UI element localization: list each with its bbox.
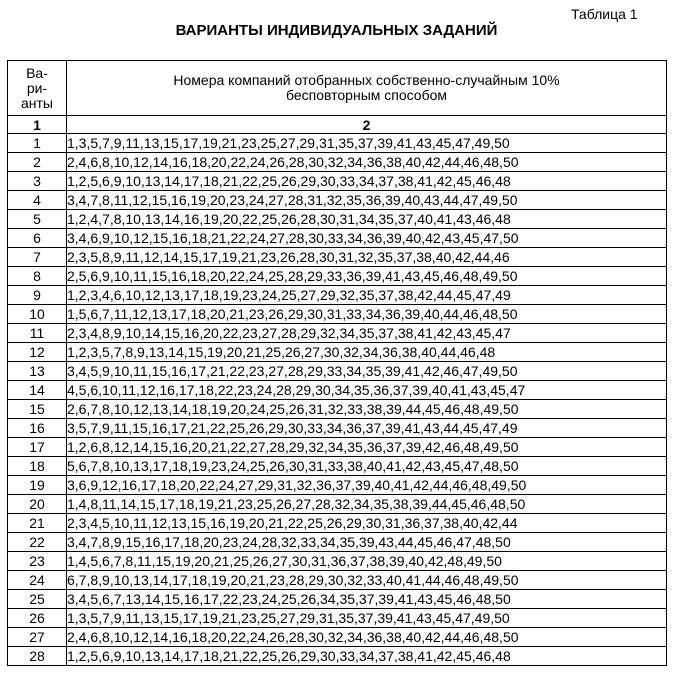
company-numbers-cell: 3,4,5,9,10,11,15,16,17,21,22,23,27,28,29,33,34,35,39,41,42,46,47,49,50 <box>67 362 667 381</box>
table-row <box>8 191 667 210</box>
column-number-cell: 2 <box>67 116 667 134</box>
company-numbers-cell: 5,6,7,8,10,13,17,18,19,23,24,25,26,30,31,33,38,40,41,42,43,45,47,48,50 <box>67 457 667 476</box>
company-numbers-cell: 1,2,4,7,8,10,13,14,16,19,20,22,25,26,28,30,31,34,35,37,40,41,43,46,48 <box>67 210 667 229</box>
table-row <box>8 457 667 476</box>
variant-number-cell: 28 <box>8 647 67 666</box>
header-companies-line: Номера компаний отобранных собственно-случайным 10% <box>173 72 560 88</box>
variant-number-cell: 2 <box>8 153 67 172</box>
company-numbers-cell: 4,5,6,10,11,12,16,17,18,22,23,24,28,29,30,34,35,36,37,39,40,41,43,45,47 <box>67 381 667 400</box>
table-row <box>8 628 667 647</box>
table-row <box>8 305 667 324</box>
variant-number-cell: 22 <box>8 533 67 552</box>
company-numbers-cell: 1,3,5,7,9,11,13,15,17,19,21,23,25,27,29,31,35,37,39,41,43,45,47,49,50 <box>67 609 667 628</box>
variant-number-cell: 8 <box>8 267 67 286</box>
variant-number-cell: 11 <box>8 324 67 343</box>
variant-number-cell: 25 <box>8 590 67 609</box>
variant-number-cell: 17 <box>8 438 67 457</box>
variant-number-cell: 1 <box>8 134 67 153</box>
variant-number-cell: 26 <box>8 609 67 628</box>
table-row <box>8 210 667 229</box>
table-row <box>8 514 667 533</box>
company-numbers-cell: 1,5,6,7,11,12,13,17,18,20,21,23,26,29,30,31,33,34,36,39,40,44,46,48,50 <box>67 305 667 324</box>
variant-number-cell: 5 <box>8 210 67 229</box>
variant-number-cell: 14 <box>8 381 67 400</box>
company-numbers-cell: 3,5,7,9,11,15,16,17,21,22,25,26,29,30,33,34,36,37,39,41,43,44,45,47,49 <box>67 419 667 438</box>
table-row <box>8 134 667 153</box>
table-row <box>8 590 667 609</box>
company-numbers-cell: 2,3,4,5,10,11,12,13,15,16,19,20,21,22,25,26,29,30,31,36,37,38,40,42,44 <box>67 514 667 533</box>
company-numbers-cell: 1,2,3,4,6,10,12,13,17,18,19,23,24,25,27,29,32,35,37,38,42,44,45,47,49 <box>67 286 667 305</box>
header-variants-line: анты <box>21 94 53 111</box>
table-row <box>8 609 667 628</box>
table-row <box>8 286 667 305</box>
table-row <box>8 267 667 286</box>
variant-number-cell: 13 <box>8 362 67 381</box>
company-numbers-cell: 1,4,5,6,7,8,11,15,19,20,21,25,26,27,30,31,36,37,38,39,40,42,48,49,50 <box>67 552 667 571</box>
company-numbers-cell: 2,3,5,8,9,11,12,14,15,17,19,21,23,26,28,30,31,32,35,37,38,40,42,44,46 <box>67 248 667 267</box>
variant-number-cell: 21 <box>8 514 67 533</box>
table-row <box>8 153 667 172</box>
variant-number-cell: 16 <box>8 419 67 438</box>
variant-number-cell: 4 <box>8 191 67 210</box>
variant-number-cell: 6 <box>8 229 67 248</box>
page-title: ВАРИАНТЫ ИНДИВИДУАЛЬНЫХ ЗАДАНИЙ <box>175 22 498 39</box>
header-companies-line: бесповторным способом <box>285 87 448 103</box>
variant-number-cell: 23 <box>8 552 67 571</box>
table-row <box>8 381 667 400</box>
company-numbers-cell: 3,4,6,9,10,12,15,16,18,21,22,24,27,28,30,33,34,36,39,40,42,43,45,47,50 <box>67 229 667 248</box>
variant-number-cell: 9 <box>8 286 67 305</box>
table-row <box>8 229 667 248</box>
variants-table <box>7 60 667 666</box>
company-numbers-cell: 6,7,8,9,10,13,14,17,18,19,20,21,23,28,29,30,32,33,40,41,44,46,48,49,50 <box>67 571 667 590</box>
table-number-label: Таблица 1 <box>571 6 638 22</box>
company-numbers-cell: 2,4,6,8,10,12,14,16,18,20,22,24,26,28,30,32,34,36,38,40,42,44,46,48,50 <box>67 628 667 647</box>
header-variants-cell <box>8 61 67 116</box>
company-numbers-cell: 3,4,7,8,9,15,16,17,18,20,23,24,28,32,33,34,35,39,43,44,45,46,47,48,50 <box>67 533 667 552</box>
table-row <box>8 324 667 343</box>
variant-number-cell: 3 <box>8 172 67 191</box>
variant-number-cell: 12 <box>8 343 67 362</box>
company-numbers-cell: 1,2,5,6,9,10,13,14,17,18,21,22,25,26,29,30,33,34,37,38,41,42,45,46,48 <box>67 647 667 666</box>
table-row <box>8 362 667 381</box>
company-numbers-cell: 1,4,8,11,14,15,17,18,19,21,23,25,26,27,28,32,34,35,38,39,44,45,46,48,50 <box>67 495 667 514</box>
company-numbers-cell: 1,3,5,7,9,11,13,15,17,19,21,23,25,27,29,31,35,37,39,41,43,45,47,49,50 <box>67 134 667 153</box>
table-row <box>8 438 667 457</box>
company-numbers-cell: 1,2,3,5,7,8,9,13,14,15,19,20,21,25,26,27,30,32,34,36,38,40,44,46,48 <box>67 343 667 362</box>
table-row <box>8 476 667 495</box>
column-number-cell: 1 <box>8 116 67 134</box>
table-header-row <box>8 61 667 116</box>
table-row <box>8 400 667 419</box>
table-row <box>8 495 667 514</box>
company-numbers-cell: 2,3,4,8,9,10,14,15,16,20,22,23,27,28,29,32,34,35,37,38,41,42,43,45,47 <box>67 324 667 343</box>
column-number-row <box>8 116 667 134</box>
variant-number-cell: 15 <box>8 400 67 419</box>
company-numbers-cell: 3,4,7,8,11,12,15,16,19,20,23,24,27,28,31,32,35,36,39,40,43,44,47,49,50 <box>67 191 667 210</box>
table-row <box>8 172 667 191</box>
company-numbers-cell: 1,2,5,6,9,10,13,14,17,18,21,22,25,26,29,30,33,34,37,38,41,42,45,46,48 <box>67 172 667 191</box>
header-companies-cell <box>67 61 667 116</box>
table-row <box>8 533 667 552</box>
table-row <box>8 552 667 571</box>
variant-number-cell: 10 <box>8 305 67 324</box>
table-row <box>8 647 667 666</box>
table-row <box>8 571 667 590</box>
header-variants-line: ри- <box>26 79 48 96</box>
variant-number-cell: 18 <box>8 457 67 476</box>
company-numbers-cell: 2,6,7,8,10,12,13,14,18,19,20,24,25,26,31,32,33,38,39,44,45,46,48,49,50 <box>67 400 667 419</box>
company-numbers-cell: 2,5,6,9,10,11,15,16,18,20,22,24,25,28,29,33,36,39,41,43,45,46,48,49,50 <box>67 267 667 286</box>
table-row <box>8 419 667 438</box>
variant-number-cell: 27 <box>8 628 67 647</box>
table-row <box>8 248 667 267</box>
variant-number-cell: 20 <box>8 495 67 514</box>
header-variants-line: Ва- <box>26 64 48 81</box>
table-row <box>8 343 667 362</box>
variant-number-cell: 19 <box>8 476 67 495</box>
company-numbers-cell: 3,6,9,12,16,17,18,20,22,24,27,29,31,32,36,37,39,40,41,42,44,46,48,49,50 <box>67 476 667 495</box>
variant-number-cell: 7 <box>8 248 67 267</box>
company-numbers-cell: 3,4,5,6,7,13,14,15,16,17,22,23,24,25,26,34,35,37,39,41,43,45,46,48,50 <box>67 590 667 609</box>
variant-number-cell: 24 <box>8 571 67 590</box>
company-numbers-cell: 1,2,6,8,12,14,15,16,20,21,22,27,28,29,32,34,35,36,37,39,42,46,48,49,50 <box>67 438 667 457</box>
company-numbers-cell: 2,4,6,8,10,12,14,16,18,20,22,24,26,28,30,32,34,36,38,40,42,44,46,48,50 <box>67 153 667 172</box>
